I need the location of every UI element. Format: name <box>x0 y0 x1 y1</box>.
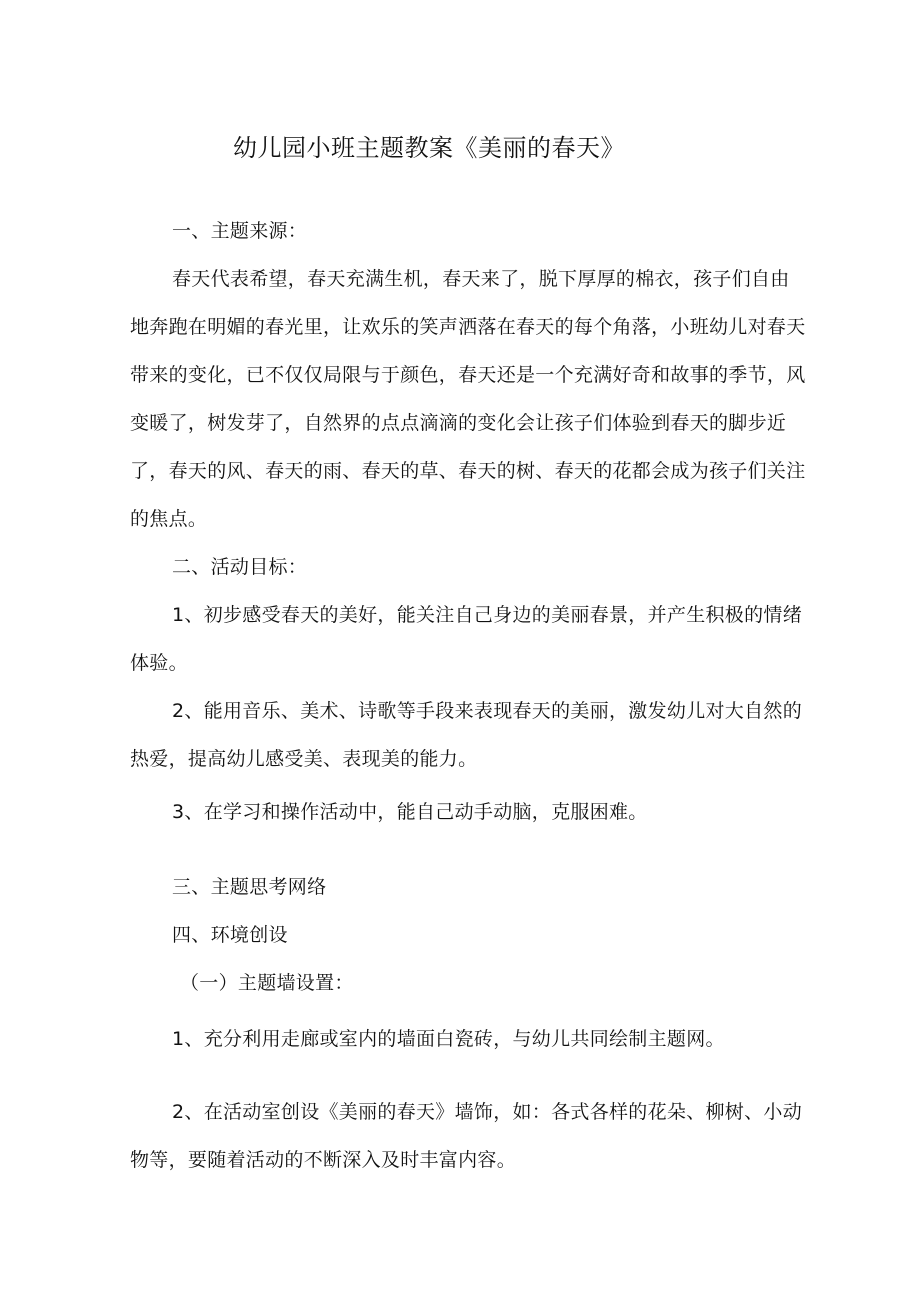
document-title: 幼儿园小班主题教案《美丽的春天》 <box>233 134 625 162</box>
paragraph-line: 带来的变化，已不仅仅局限与于颜色，春天还是一个充满好奇和故事的季节，风 <box>130 364 806 386</box>
section-heading-environment: 四、环境创设 <box>172 924 288 946</box>
paragraph-line: 的焦点。 <box>130 508 208 530</box>
goal-item-line: 体验。 <box>130 652 188 674</box>
goal-item-line: 2、能用音乐、美术、诗歌等手段来表现春天的美丽，激发幼儿对大自然的 <box>172 700 802 722</box>
section-heading-network: 三、主题思考网络 <box>172 876 327 898</box>
section-heading-source: 一、主题来源： <box>172 220 308 242</box>
paragraph-line: 春天代表希望，春天充满生机，春天来了，脱下厚厚的棉衣，孩子们自由 <box>172 268 790 290</box>
section-heading-goals: 二、活动目标： <box>172 556 308 578</box>
paragraph-line: 了，春天的风、春天的雨、春天的草、春天的树、春天的花都会成为孩子们关注 <box>130 460 806 482</box>
goal-item-line: 1、初步感受春天的美好，能关注自己身边的美丽春景，并产生积极的情绪 <box>172 604 802 626</box>
environment-item-line: 2、在活动室创设《美丽的春天》墙饰，如：各式各样的花朵、柳树、小动 <box>172 1101 802 1123</box>
paragraph-line: 地奔跑在明媚的春光里，让欢乐的笑声洒落在春天的每个角落，小班幼儿对春天 <box>130 316 806 338</box>
goal-item-line: 热爱，提高幼儿感受美、表现美的能力。 <box>130 748 478 770</box>
environment-item-line: 1、充分利用走廊或室内的墙面白瓷砖，与幼儿共同绘制主题网。 <box>172 1028 725 1050</box>
subsection-heading-theme-wall: （一）主题墙设置： <box>180 972 354 994</box>
goal-item-line: 3、在学习和操作活动中，能自己动手动脑，克服困难。 <box>172 801 648 823</box>
paragraph-line: 变暖了，树发芽了，自然界的点点滴滴的变化会让孩子们体验到春天的脚步近 <box>130 412 787 434</box>
environment-item-line: 物等，要随着活动的不断深入及时丰富内容。 <box>130 1149 517 1171</box>
